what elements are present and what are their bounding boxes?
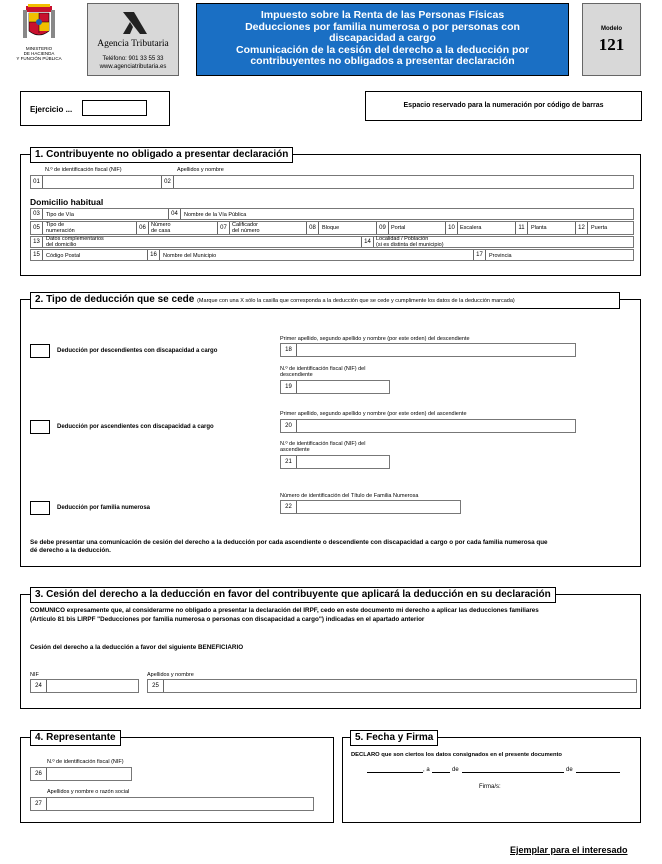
num-casa-label[interactable]: Número <box>151 222 171 228</box>
f26-field[interactable] <box>30 767 132 781</box>
field-number: 03 <box>31 209 43 219</box>
modelo-label: Modelo <box>601 26 622 32</box>
modelo-number: 121 <box>598 35 625 54</box>
name-label: Apellidos y nombre <box>177 167 224 173</box>
beneficiario-label: Cesión del derecho a la deducción a favor del siguiente BENEFICIARIO <box>30 644 244 651</box>
tipo-via-label[interactable]: Tipo de Vía <box>46 212 74 218</box>
calificador-label: del número <box>232 228 260 234</box>
field-number: 10 <box>446 222 458 234</box>
firma-label: Firma/s: <box>479 784 501 790</box>
section2-title: 2. Tipo de deducción que se cede <box>35 294 195 305</box>
agency-name: Agencia Tributaria <box>97 39 169 49</box>
title-line: Deducciones por familia numerosa o por personas con <box>245 20 520 33</box>
f21-label: ascendiente <box>280 447 310 453</box>
field-number: 17 <box>474 250 486 260</box>
name-label: Apellidos y nombre <box>147 672 194 678</box>
ascendientes-label: Deducción por ascendientes con discapacidad a cargo <box>57 424 214 430</box>
field-number: 01 <box>31 176 43 188</box>
field-number: 13 <box>31 237 43 247</box>
field-number: 15 <box>31 250 43 260</box>
nif-label: NIF <box>30 672 39 678</box>
field-number: 26 <box>31 768 47 780</box>
domicilio-title: Domicilio habitual <box>30 197 104 207</box>
modelo-box <box>582 3 641 76</box>
portal-label[interactable]: Portal <box>391 225 406 231</box>
f19-label: descendiente <box>280 372 313 378</box>
ministry-line: Y FUNCIÓN PÚBLICA <box>16 56 62 61</box>
ministry-text <box>14 46 64 61</box>
field-number: 27 <box>31 798 47 810</box>
year-line[interactable] <box>576 772 620 773</box>
title-line: discapacidad a cargo <box>329 32 436 44</box>
barcode-text: Espacio reservado para la numeración por código de barras <box>403 102 604 109</box>
field-number: 14 <box>362 237 374 247</box>
field-number: 06 <box>137 222 149 234</box>
a-text: , a <box>423 767 430 773</box>
f19-label: N.º de identificación fiscal (NIF) del <box>280 366 366 372</box>
f18-field[interactable] <box>280 343 576 357</box>
field-number: 05 <box>31 222 43 234</box>
ejercicio-input[interactable] <box>82 100 147 116</box>
f22-label: Número de identificación del Título de Familia Numerosa <box>280 493 419 499</box>
section4-title: 4. Representante <box>30 730 121 746</box>
agency-web: www.agenciatributaria.es <box>99 64 167 70</box>
field-number: 07 <box>218 222 230 234</box>
via-row <box>30 208 634 220</box>
field-number: 18 <box>281 344 297 356</box>
field-number: 02 <box>162 176 174 188</box>
f19-field[interactable] <box>280 380 390 394</box>
ministry-line: MINISTERIO <box>25 46 53 51</box>
localidad-label: (si es distinta del municipio) <box>376 242 444 248</box>
field-number: 16 <box>148 250 160 260</box>
nif-input[interactable] <box>43 176 161 188</box>
field-number: 20 <box>281 420 297 432</box>
cp-label[interactable]: Código Postal <box>46 253 81 259</box>
ministry-line: DE HACIENDA <box>23 51 55 56</box>
nombre-via-label[interactable]: Nombre de la Vía Pública <box>184 212 247 218</box>
agency-logo-icon <box>120 10 150 36</box>
tipo-num-label: numeración <box>46 228 75 234</box>
title-line: Comunicación de la cesión del derecho a la deducción por <box>236 43 529 56</box>
f24-field[interactable] <box>30 679 139 693</box>
agency-phone: Teléfono: 901 33 55 33 <box>102 56 164 62</box>
calificador-label[interactable]: Calificador <box>232 222 258 228</box>
title-line: Impuesto sobre la Renta de las Personas Físicas <box>260 9 505 21</box>
planta-label[interactable]: Planta <box>531 225 547 231</box>
place-line[interactable] <box>367 772 423 773</box>
datos-comp-label[interactable]: Datos complementarios <box>46 236 104 242</box>
name-label: Apellidos y nombre o razón social <box>47 789 130 795</box>
section2-title-box <box>30 292 620 309</box>
f27-field[interactable] <box>30 797 314 811</box>
section1-title: 1. Contribuyente no obligado a presentar declaración <box>30 147 293 163</box>
field-number: 04 <box>169 209 181 219</box>
f20-label: Primer apellido, segundo apellido y nombre (por este orden) del ascendiente <box>280 411 467 417</box>
num-casa-label: de casa <box>151 228 171 234</box>
f21-label: N.º de identificación fiscal (NIF) del <box>280 441 366 447</box>
field-number: 09 <box>377 222 389 234</box>
familia-numerosa-checkbox[interactable] <box>30 501 50 515</box>
descendientes-checkbox[interactable] <box>30 344 50 358</box>
section3-text: COMUNICO expresamente que, al considerarme no obligado a presentar la declaración del IRPF, cedo en este documento mi derecho a aplicar las deducciones familiares <box>30 607 539 614</box>
f18-label: Primer apellido, segundo apellido y nombre (por este orden) del descendiente <box>280 336 470 342</box>
field-number: 25 <box>148 680 164 692</box>
coat-of-arms-logo <box>22 4 56 46</box>
f22-field[interactable] <box>280 500 461 514</box>
ejercicio-frame <box>20 91 170 126</box>
de-text: de <box>566 767 573 773</box>
tipo-num-label[interactable]: Tipo de <box>46 222 65 228</box>
puerta-label[interactable]: Puerta <box>591 225 608 231</box>
section5-frame <box>342 737 641 823</box>
ascendientes-checkbox[interactable] <box>30 420 50 434</box>
f21-field[interactable] <box>280 455 390 469</box>
field-number: 21 <box>281 456 297 468</box>
nif-label: N.º de identificación fiscal (NIF) <box>47 759 124 765</box>
descendientes-label: Deducción por descendientes con discapacidad a cargo <box>57 348 218 354</box>
day-line[interactable] <box>432 772 450 773</box>
contribuyente-row <box>30 175 634 189</box>
localidad-label[interactable]: Localidad / Población <box>376 236 429 242</box>
bloque-label[interactable]: Bloque <box>322 225 340 231</box>
ejemplar-text: Ejemplar para el interesado <box>510 845 628 855</box>
field-number: 11 <box>516 222 528 234</box>
field-number: 19 <box>281 381 297 393</box>
familia-numerosa-label: Deducción por familia numerosa <box>57 505 151 511</box>
datos-comp-label: del domicilio <box>46 242 77 248</box>
barcode-area <box>365 91 642 121</box>
complementarios-row <box>30 236 634 248</box>
provincia-label[interactable]: Provincia <box>489 253 512 259</box>
escalera-label[interactable]: Escalera <box>460 225 482 231</box>
section3-text: (Artículo 81 bis LIRPF "Deducciones por familia numerosa o personas con discapacidad a cargo") indicadas en el apartado anterior <box>30 616 425 623</box>
month-line[interactable] <box>462 772 564 773</box>
section3-title: 3. Cesión del derecho a la deducción en favor del contribuyente que aplicará la deducción en su declaración <box>30 587 556 603</box>
ejercicio-label: Ejercicio ... <box>30 105 73 114</box>
field-number: 08 <box>307 222 319 234</box>
declaro-text: DECLARO que son ciertos los datos consignados en el presente documento <box>351 752 562 758</box>
nif-label: N.º de identificación fiscal (NIF) <box>45 167 122 173</box>
agency-box <box>87 3 179 76</box>
de-text: de <box>452 767 459 773</box>
name-input[interactable] <box>174 176 633 188</box>
f25-field[interactable] <box>147 679 637 693</box>
municipio-row <box>30 249 634 261</box>
title-line: contribuyentes no obligados a presentar declaración <box>250 55 515 67</box>
section2-subtitle: (Marque con una X sólo la casilla que corresponda a la deducción que se cede y cumplimente los datos de la deducción marcada) <box>197 298 515 304</box>
field-number: 22 <box>281 501 297 513</box>
section5-title: 5. Fecha y Firma <box>350 730 438 746</box>
form-title-box <box>196 3 569 76</box>
municipio-label[interactable]: Nombre del Municipio <box>163 253 217 259</box>
f20-field[interactable] <box>280 419 576 433</box>
numero-row <box>30 221 634 235</box>
section2-note: dé derecho a la deducción. <box>30 547 111 554</box>
section2-note: Se debe presentar una comunicación de cesión del derecho a la deducción por cada ascendiente o descendiente con discapacidad a cargo o por cada familia numerosa que <box>30 539 548 546</box>
field-number: 24 <box>31 680 47 692</box>
field-number: 12 <box>576 222 588 234</box>
